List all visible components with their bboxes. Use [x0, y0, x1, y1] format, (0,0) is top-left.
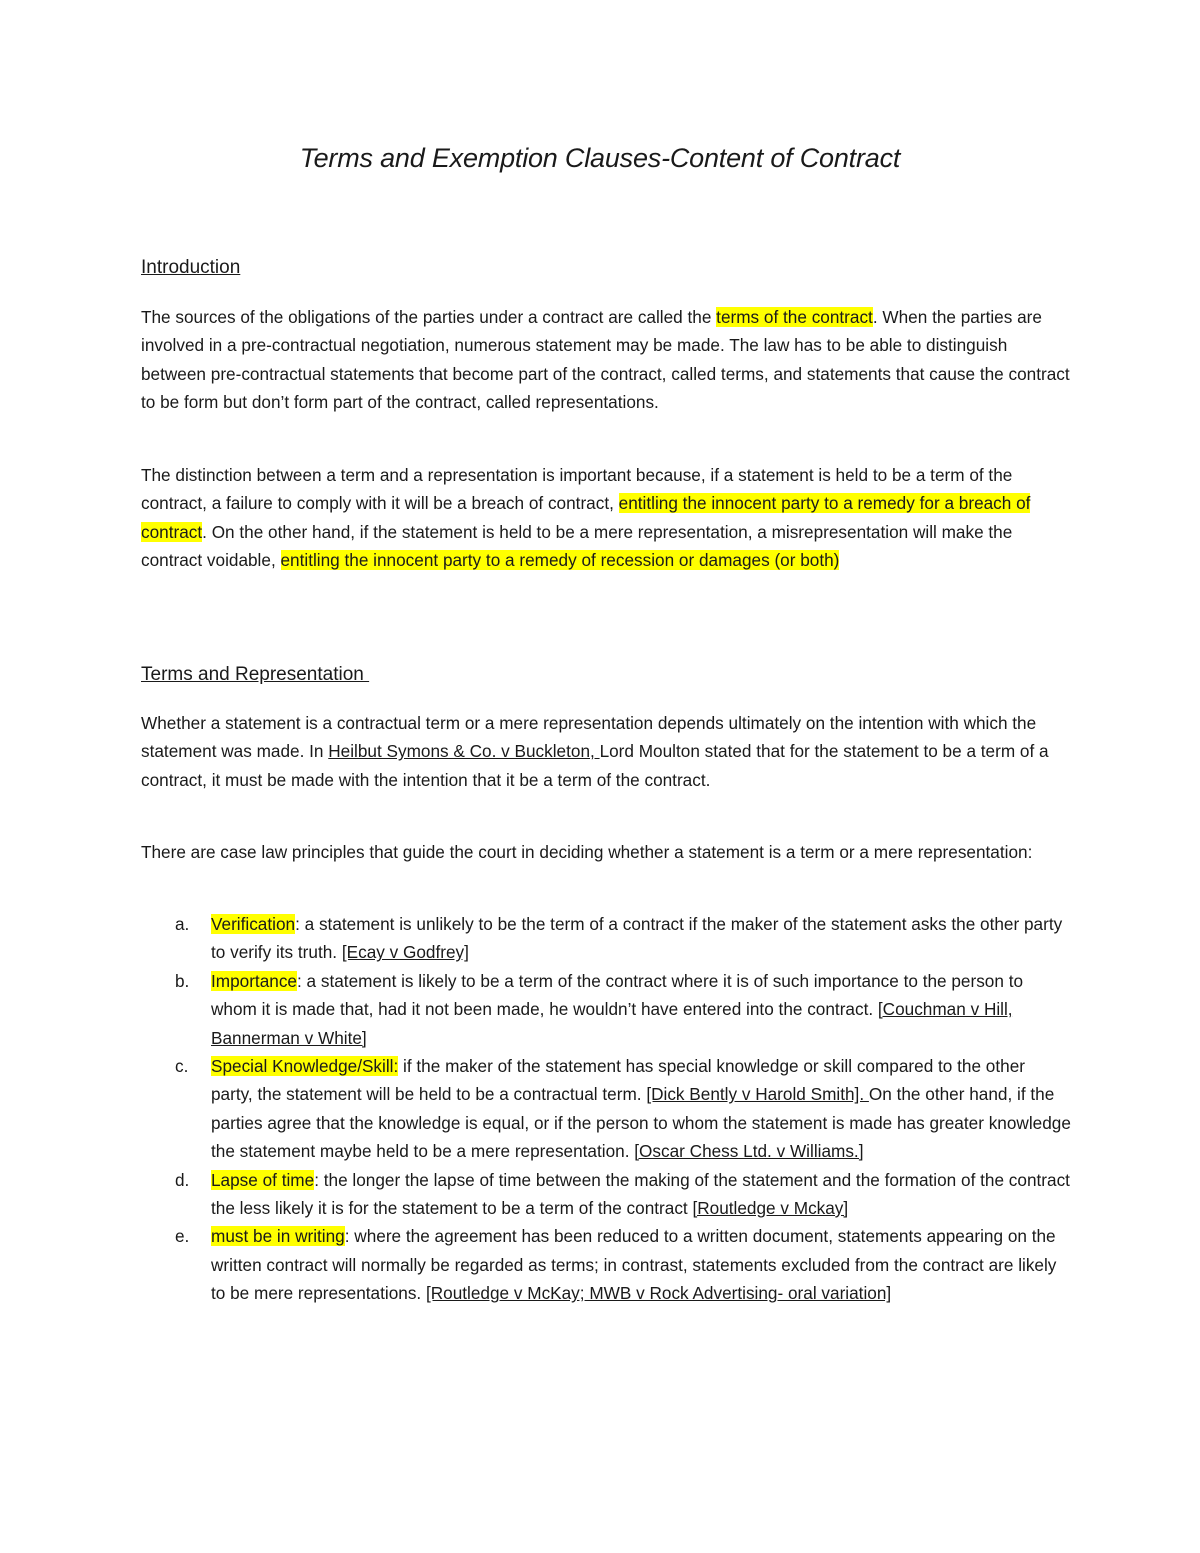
case-citation: Heilbut Symons & Co. v Buckleton, [328, 741, 600, 762]
text-run: The distinction between a term and a representation is important because, if a statement is held to be a term of the contract, a failure to comply with it will be a breach of contract, [141, 465, 1013, 514]
case-citation: [Ecay v Godfrey] [341, 942, 469, 963]
case-citation: [Dick Bently v Harold Smith]. [646, 1084, 869, 1105]
terms-paragraph-2: There are case law principles that guide the court in deciding whether a statement is a term or a mere representation: [141, 842, 1033, 862]
text-run: On the other hand, if the parties agree that the knowledge is equal, or if the person to whom the statement is made has greater knowledge the statement maybe held to be a mere representation. [211, 1084, 1071, 1162]
text-run: : a statement is unlikely to be the term of a contract if the maker of the statement asks the other party to verify its truth. [211, 914, 1063, 963]
text-run: . When the parties are involved in a pre-contractual negotiation, numerous statement may be made. The law has to be able to distinguish between pre-contractual statements that become part of the contract, called terms, and statements that cause the contract to be form but don’t form part of the contract, called representations. [141, 307, 1070, 413]
list-item [141, 1222, 1071, 1307]
highlighted-text: terms of the contract [716, 307, 873, 327]
text-run: : a statement is likely to be a term of the contract where it is of such importance to the person to whom it is made that, had it not been made, he wouldn’t have entered into the contract. [211, 970, 1024, 1020]
case-citation: [Routledge v Mckay] [692, 1198, 849, 1219]
criterion-label: Special Knowledge/Skill: [211, 1056, 399, 1077]
criterion-label: Importance [211, 970, 297, 991]
text-run: if the maker of the statement has special knowledge or skill compared to the other party, the statement will be held to be a contractual term. [211, 1056, 1025, 1105]
case-citation: [Oscar Chess Ltd. v Williams.] [634, 1141, 864, 1162]
list-item [141, 1052, 1071, 1166]
text-run: Lord Moulton stated that for the statement to be a term of a contract, it must be made with the intention that it be a term of the contract. [141, 741, 1049, 790]
introduction-paragraph-2 [141, 461, 1071, 575]
criterion-label: must be in writing [211, 1226, 345, 1247]
text-run: : where the agreement has been reduced to a written document, statements appearing on the written contract will normally be regarded as terms; in contrast, statements excluded from the contract are likely to be mere representations. [211, 1226, 1057, 1304]
highlighted-text: entitling the innocent party to a remedy of recession or damages (or both) [280, 550, 840, 571]
criteria-list [141, 910, 1071, 1308]
list-marker: e. [175, 1226, 190, 1247]
introduction-paragraph-1 [141, 303, 1071, 417]
list-marker: b. [175, 970, 190, 991]
text-run: : the longer the lapse of time between the making of the statement and the formation of the contract the less likely it is for the statement to be a term of the contract [211, 1169, 1070, 1219]
document-title: Terms and Exemption Clauses-Content of Contract [299, 143, 901, 173]
list-marker: d. [175, 1169, 190, 1190]
terms-representation-heading: Terms and Representation [141, 664, 370, 685]
highlighted-text: entitling the innocent party to a remedy for a breach of contract [141, 493, 1031, 542]
text-run: Whether a statement is a contractual term or a mere representation depends ultimately on the intention with which the statement was made. In [141, 713, 1037, 762]
terms-paragraph-1 [141, 709, 1071, 794]
list-item [141, 910, 1071, 967]
criterion-label: Lapse of time [211, 1169, 315, 1190]
introduction-heading: Introduction [141, 257, 241, 278]
list-item [141, 967, 1071, 1052]
text-run: . On the other hand, if the statement is held to be a mere representation, a misrepresentation will make the contract voidable, [141, 521, 1013, 571]
case-citation: [Couchman v Hill, Bannerman v White] [211, 999, 1013, 1048]
list-item [141, 1166, 1071, 1223]
list-marker: a. [175, 914, 190, 934]
list-marker: c. [175, 1056, 189, 1077]
criterion-label: Verification [211, 914, 296, 934]
case-citation: [Routledge v McKay; MWB v Rock Advertising- oral variation] [425, 1283, 892, 1304]
text-run: The sources of the obligations of the parties under a contract are called the [141, 307, 717, 327]
